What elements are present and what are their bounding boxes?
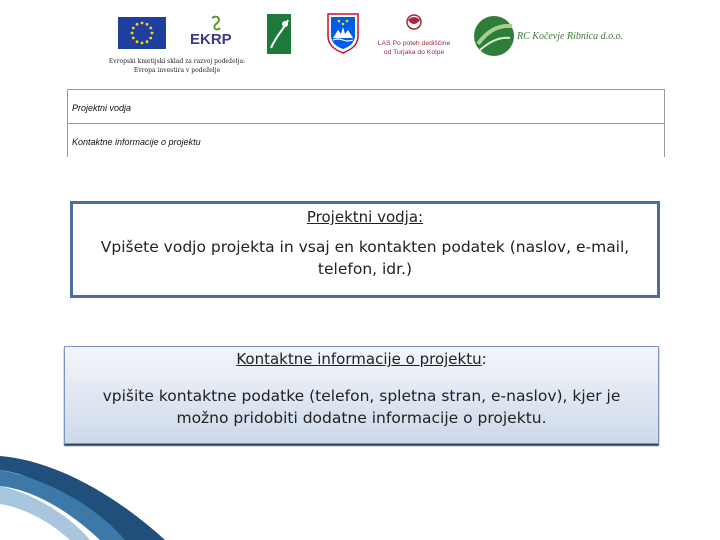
callout-body: vpišite kontaktne podatke (telefon, spletna stran, e-naslov), kjer je možno pridobiti dodatne informacije o projektu. [102,387,621,427]
svg-text:LAS Po poteh dediščine: LAS Po poteh dediščine [377,40,451,47]
svg-text:RC Kočevje Ribnica d.o.o.: RC Kočevje Ribnica d.o.o. [517,31,624,42]
eu-flag-icon [118,17,166,49]
slovenia-coat-of-arms-icon [326,12,360,54]
eu-caption-line1: Evropski kmetijski sklad za razvoj podeželja: [108,58,246,65]
slide-swoosh-decoration [0,450,260,540]
callout-title: Kontaktne informacije o projektu [236,350,482,368]
rc-kocevje-ribnica-logo [472,14,624,58]
callout-title-colon: : [481,350,487,368]
eu-caption-line2: Evropa investira v podeželje [133,67,221,74]
las-logo [368,12,460,62]
contact-info-callout [64,346,659,444]
leader-logo [267,14,291,54]
form-row-project-leader [68,90,664,123]
callout-body: Vpišete vodjo projekta in vsaj en kontakten podatek (naslov, e-mail, telefon, idr.) [100,238,630,278]
callout-title: Projektni vodja: [306,208,424,226]
form-row-label: Kontaktne informacije o projektu [72,137,201,147]
form-table [67,89,665,157]
form-row-contact-info [68,123,664,157]
ekrp-logo [190,14,240,48]
form-row-label: Projektni vodja [72,103,132,113]
svg-text:EKRP: EKRP [190,31,232,48]
callout-title-row [65,349,658,368]
svg-text:od Turjaka do Kolpe: od Turjaka do Kolpe [383,49,445,56]
project-leader-callout [70,201,660,298]
